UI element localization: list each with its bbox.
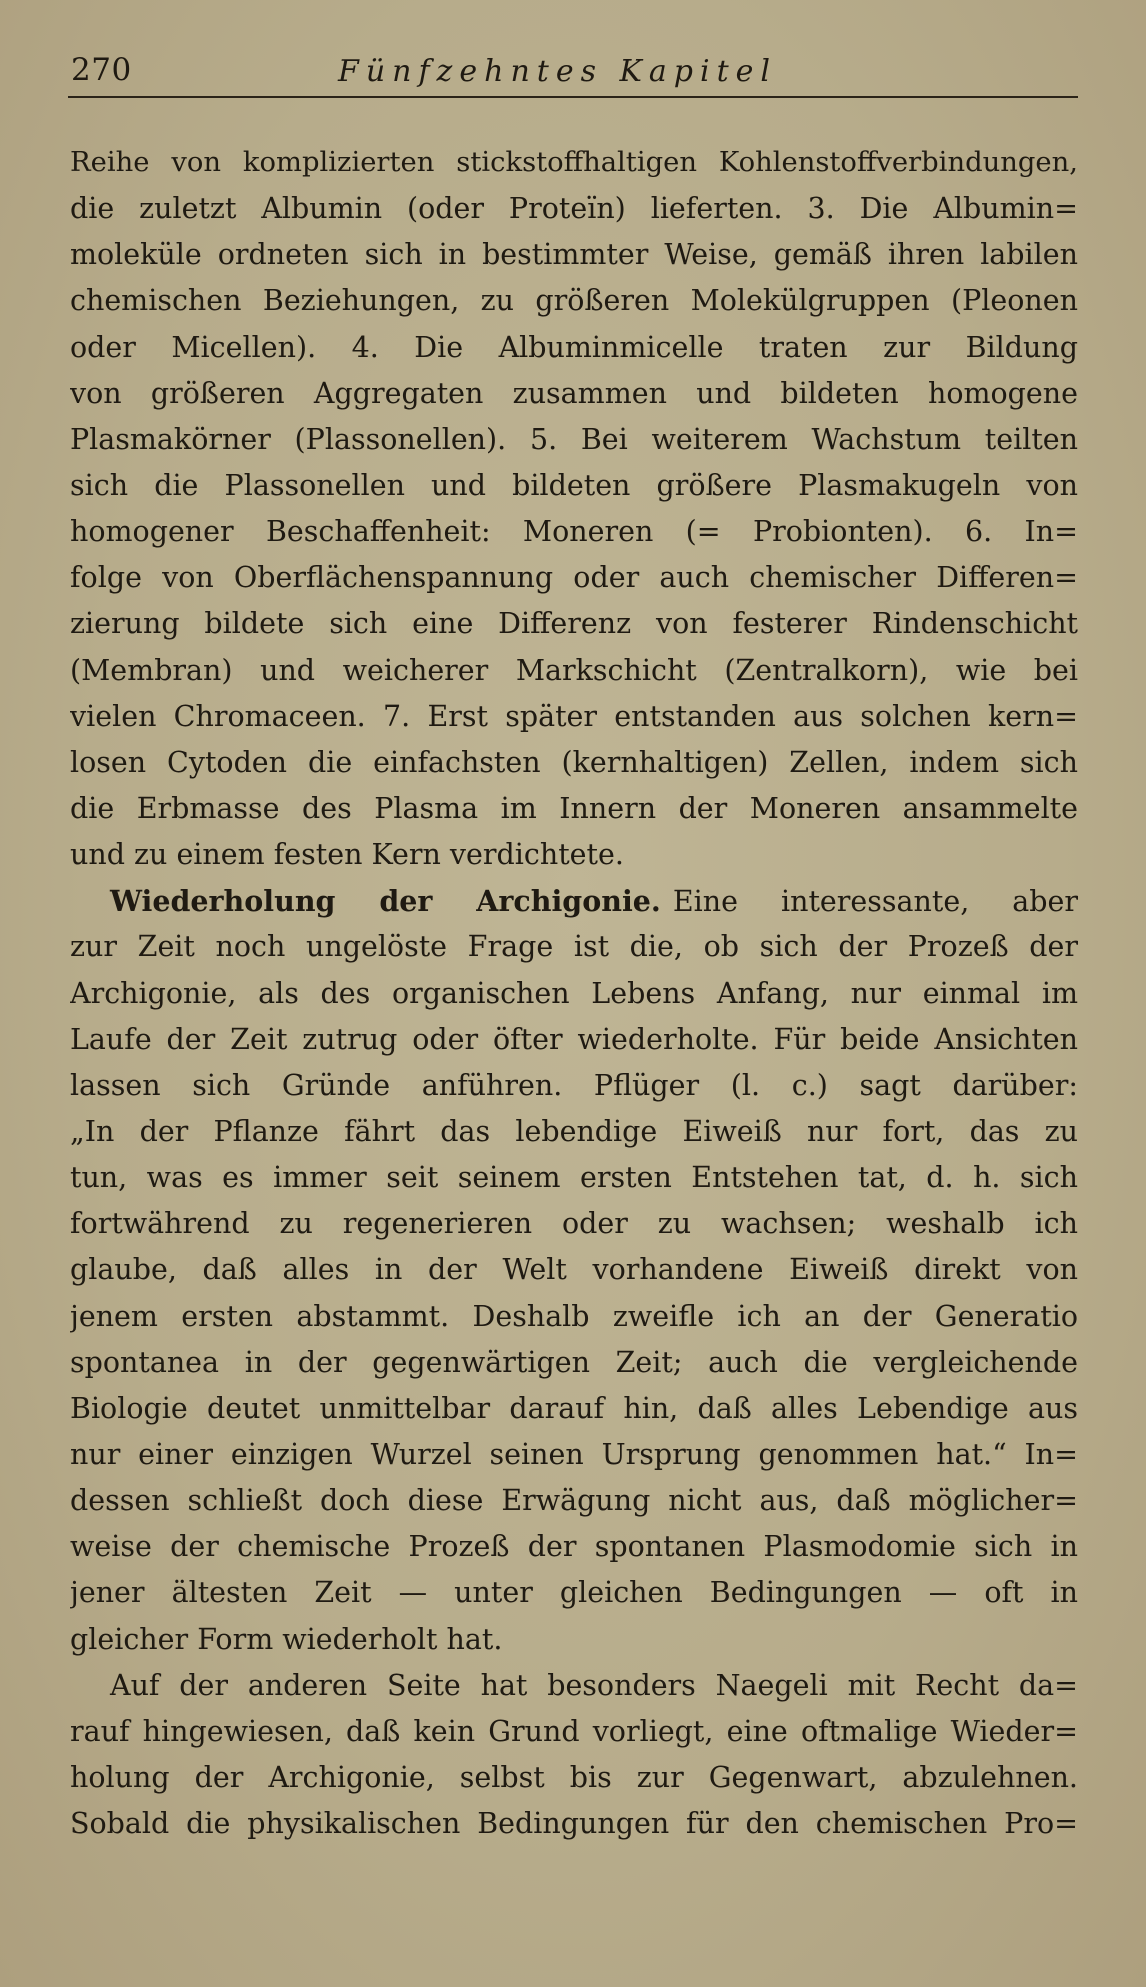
section-heading-line [70,878,1078,924]
text-line: von größeren Aggregaten zusammen und bildeten homogene [70,376,1078,410]
text-line: lassen sich Gründe anführen. Pflüger (l. c.) sagt darüber: [70,1068,1078,1102]
text-line: Archigonie, als des organischen Lebens Anfang, nur einmal im [70,976,1078,1010]
running-head: Fünfzehntes Kapitel [338,54,778,89]
text-line: gleicher Form wiederholt hat. [70,1622,503,1656]
text-line: Sobald die physikalischen Bedingungen für den chemischen Pro= [70,1807,1078,1841]
text-line: tun, was es immer seit seinem ersten Entstehen tat, d. h. sich [70,1161,1078,1195]
header-rule [68,96,1078,98]
text-line: jenem ersten abstammt. Deshalb zweifle ich an der Generatio [70,1299,1078,1333]
text-line: oder Micellen). 4. Die Albuminmicelle traten zur Bildung [70,330,1078,364]
text-line: Biologie deutet unmittelbar darauf hin, daß alles Lebendige aus [70,1391,1078,1425]
section-heading: Wiederholung der Archigonie. [110,884,661,919]
text-line: dessen schließt doch diese Erwägung nicht aus, daß möglicher= [70,1484,1078,1518]
body-text [70,140,1078,1847]
text-line: die zuletzt Albumin (oder Proteïn) lieferten. 3. Die Albumin= [70,192,1078,226]
text-line: die Erbmasse des Plasma im Innern der Moneren ansammelte [70,791,1078,825]
page-header [68,48,1078,98]
text-line: losen Cytoden die einfachsten (kernhaltigen) Zellen, indem sich [70,745,1078,779]
text-line: jener ältesten Zeit — unter gleichen Bedingungen — oft in [70,1576,1078,1610]
text-line: zur Zeit noch ungelöste Frage ist die, ob sich der Prozeß der [70,930,1078,964]
text-line: fortwährend zu regenerieren oder zu wachsen; weshalb ich [70,1207,1078,1241]
text-line: Auf der anderen Seite hat besonders Naegeli mit Recht da= [110,1668,1078,1702]
text-line: Reihe von komplizierten stickstoffhaltigen Kohlenstoffverbindungen, [70,147,1078,178]
text-line: sich die Plassonellen und bildeten größere Plasmakugeln von [70,468,1078,502]
text-line: zierung bildete sich eine Differenz von festerer Rindenschicht [70,607,1078,641]
text-line: Plasmakörner (Plassonellen). 5. Bei weiterem Wachstum teilten [70,422,1078,456]
text-line: weise der chemische Prozeß der spontanen Plasmodomie sich in [70,1530,1078,1564]
text-line: Eine interessante, aber [672,885,1078,919]
text-line: Laufe der Zeit zutrug oder öfter wiederholte. Für beide Ansichten [70,1022,1078,1056]
text-line: folge von Oberflächenspannung oder auch chemischer Differen= [70,561,1078,595]
text-line: holung der Archigonie, selbst bis zur Gegenwart, abzulehnen. [70,1760,1078,1794]
text-line: homogener Beschaffenheit: Moneren (= Probionten). 6. In= [70,515,1078,549]
text-line: „In der Pflanze fährt das lebendige Eiweiß nur fort, das zu [70,1114,1078,1148]
text-line: spontanea in der gegenwärtigen Zeit; auch die vergleichende [70,1345,1078,1379]
text-line: (Membran) und weicherer Markschicht (Zentralkorn), wie bei [70,653,1078,687]
text-line: vielen Chromaceen. 7. Erst später entstanden aus solchen kern= [70,699,1078,733]
text-line: chemischen Beziehungen, zu größeren Molekülgruppen (Pleonen [70,284,1078,318]
text-line: nur einer einzigen Wurzel seinen Ursprung genommen hat.“ In= [70,1437,1078,1471]
text-line: rauf hingewiesen, daß kein Grund vorliegt, eine oftmalige Wieder= [70,1714,1078,1748]
text-line: und zu einem festen Kern verdichtete. [70,838,624,872]
text-line: moleküle ordneten sich in bestimmter Weise, gemäß ihren labilen [70,238,1078,272]
text-line: glaube, daß alles in der Welt vorhandene Eiweiß direkt von [70,1253,1078,1287]
page-number: 270 [71,52,132,88]
